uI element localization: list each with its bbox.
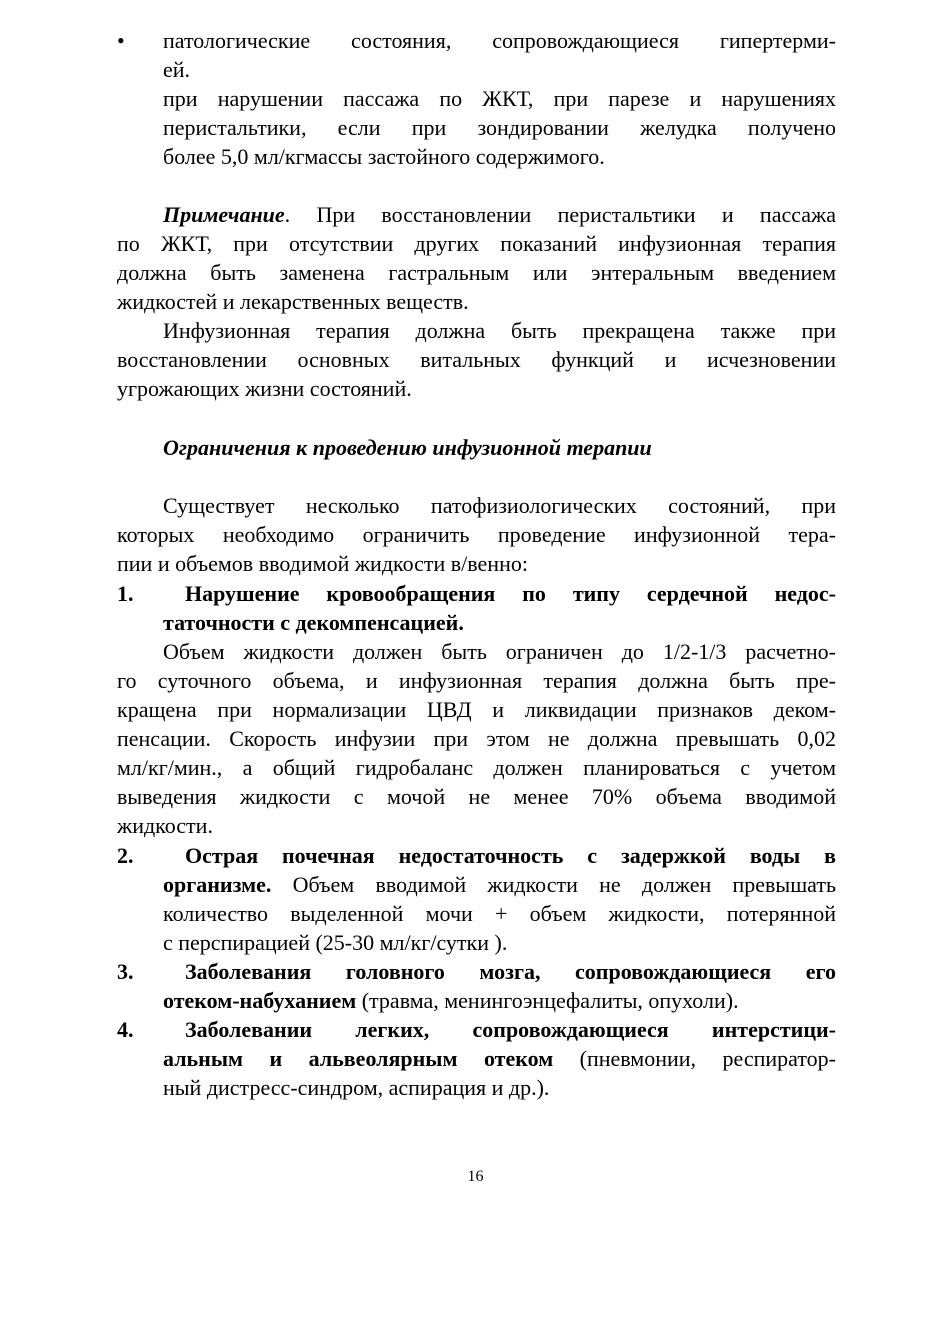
bullet-line-4: перистальтики, если при зондировании желудка получено	[163, 115, 836, 140]
note-line-1	[163, 200, 836, 229]
item2-line-2-rest: Объем вводимой жидкости не должен превышать	[271, 872, 836, 897]
item3-bold-line-1: Заболевания головного мозга, сопровождающиеся его	[185, 959, 836, 984]
bullet-line-1: патологические состояния, сопровождающиеся гипертерми-	[163, 28, 836, 53]
intro-line-2: которых необходимо ограничить проведение инфузионной тера-	[117, 522, 836, 547]
item3-number: 3.	[117, 959, 134, 984]
item2-number: 2.	[117, 843, 134, 868]
item1-bold-line-2: таточности с декомпенсацией.	[163, 610, 464, 635]
para2-line-3: угрожающих жизни состояний.	[117, 376, 412, 401]
item4-bold-line-2: альным и альвеолярным отеком	[163, 1046, 554, 1071]
item2-bold-line-1: Острая почечная недостаточность с задержкой воды в	[185, 843, 836, 868]
item4-line-3: ный дистресс-синдром, аспирация и др.).	[163, 1075, 550, 1100]
bullet-line-3: при нарушении пассажа по ЖКТ, при парезе и нарушениях	[163, 86, 836, 111]
page-number: 16	[467, 1168, 484, 1185]
bullet-marker: •	[117, 28, 125, 53]
item1-bold-line-1: Нарушение кровообращения по типу сердечной недос-	[185, 581, 836, 606]
item1-text-line-5: мл/кг/мин., а общий гидробаланс должен планироваться с учетом	[117, 755, 836, 780]
note-line-3: должна быть заменена гастральным или энтеральным введением	[117, 260, 836, 285]
item2-line-2	[163, 870, 836, 899]
intro-line-3: пии и объемов вводимой жидкости в/венно:	[117, 551, 528, 576]
para2-line-1: Инфузионная терапия должна быть прекращена также при	[163, 318, 836, 343]
item1-text-line-6: выведения жидкости с мочой не менее 70% объема вводимой	[117, 784, 836, 809]
item1-text-line-2: го суточного объема, и инфузионная терапия должна быть пре-	[117, 668, 836, 693]
intro-line-1: Существует несколько патофизиологических состояний, при	[163, 493, 836, 518]
item3-line-2	[163, 986, 739, 1015]
item2-line-3: количество выделенной мочи + объем жидкости, потерянной	[163, 901, 836, 926]
note-line-1-rest: . При восстановлении перистальтики и пассажа	[284, 202, 836, 227]
item1-text-line-7: жидкости.	[117, 813, 213, 838]
item1-text-line-1: Объем жидкости должен быть ограничен до 1/2-1/3 расчетно-	[163, 639, 836, 664]
note-label: Примечание	[163, 202, 285, 227]
item1-number: 1.	[117, 581, 134, 606]
item2-bold-line-2: организме.	[163, 872, 272, 897]
item1-text-line-3: кращена при нормализации ЦВД и ликвидации признаков деком-	[117, 697, 836, 722]
item3-bold-line-2: отеком-набуханием	[163, 988, 357, 1013]
note-line-2: по ЖКТ, при отсутствии других показаний инфузионная терапия	[117, 231, 836, 256]
item4-number: 4.	[117, 1017, 134, 1042]
item3-line-2-rest: (травма, менингоэнцефалиты, опухоли).	[356, 988, 739, 1013]
item2-line-4: с перспирацией (25-30 мл/кг/сутки ).	[163, 930, 508, 955]
item1-text-line-4: пенсации. Скорость инфузии при этом не должна превышать 0,02	[117, 726, 836, 751]
para2-line-2: восстановлении основных витальных функций и исчезновении	[117, 347, 836, 372]
item4-line-2-rest: (пневмонии, респиратор-	[553, 1046, 836, 1071]
bullet-line-2: ей.	[163, 57, 191, 82]
note-line-4: жидкостей и лекарственных веществ.	[117, 289, 469, 314]
bullet-line-5: более 5,0 мл/кгмассы застойного содержимого.	[163, 144, 605, 169]
item4-line-2	[163, 1044, 836, 1073]
item4-bold-line-1: Заболевании легких, сопровождающиеся интерстици-	[185, 1017, 836, 1042]
section-heading: Ограничения к проведению инфузионной терапии	[163, 435, 652, 460]
